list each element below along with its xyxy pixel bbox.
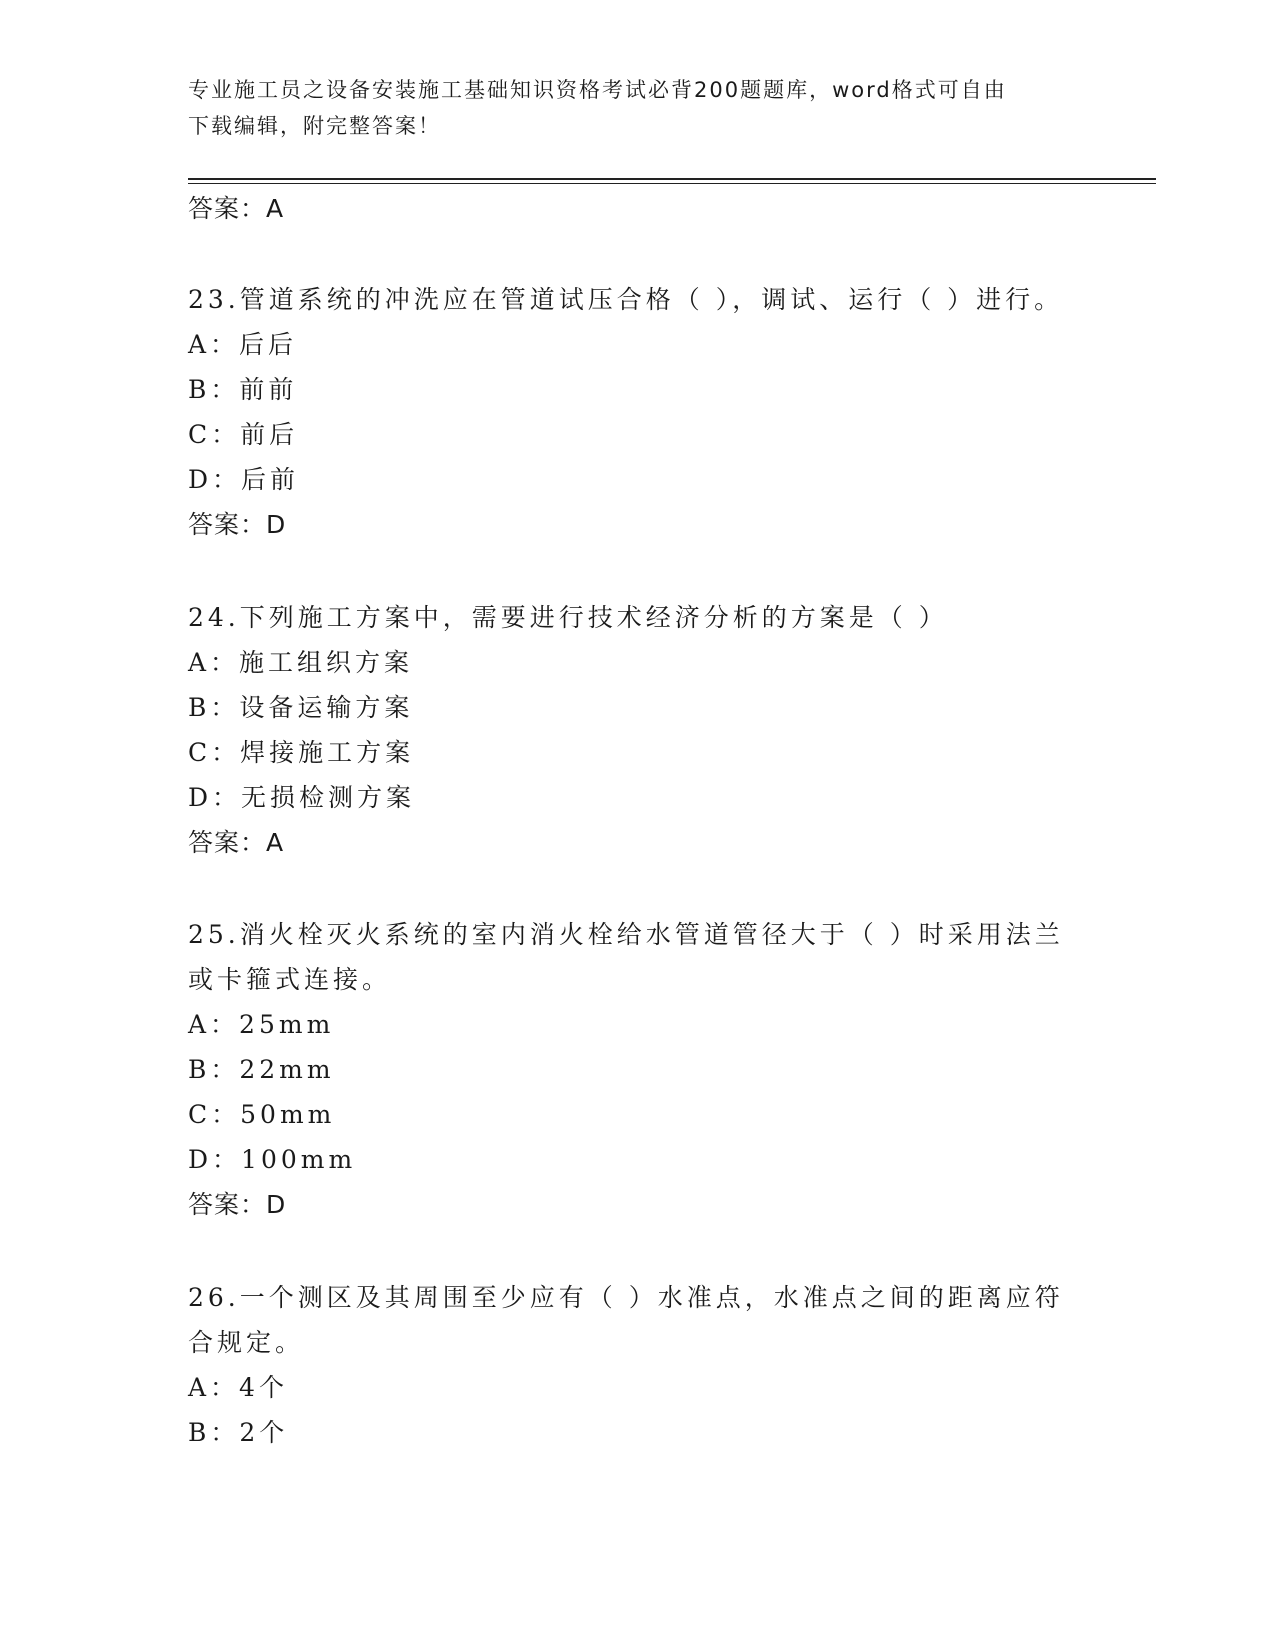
question-24-answer: 答案：A xyxy=(188,828,285,857)
header-line-2: 下载编辑，附完整答案！ xyxy=(188,114,441,138)
document-header xyxy=(188,72,1088,144)
question-23-answer: 答案：D xyxy=(188,510,287,539)
question-26-option-a: A：4个 xyxy=(188,1373,288,1402)
question-25-option-c: C：50mm xyxy=(188,1100,336,1129)
answer-prev: 答案：A xyxy=(188,194,285,223)
question-23-text: 23.管道系统的冲洗应在管道试压合格（ ），调试、运行（ ）进行。 xyxy=(188,285,1064,314)
question-24-option-b: B：设备运输方案 xyxy=(188,693,414,722)
question-23-option-c: C：前后 xyxy=(188,420,299,449)
question-26-text-line-1: 26.一个测区及其周围至少应有（ ）水准点，水准点之间的距离应符 xyxy=(188,1283,1064,1312)
question-25-answer: 答案：D xyxy=(188,1190,287,1219)
question-23-option-b: B：前前 xyxy=(188,375,298,404)
question-26-option-b: B：2个 xyxy=(188,1418,289,1447)
header-rule-thick xyxy=(188,178,1156,180)
question-25-option-b: B：22mm xyxy=(188,1055,335,1084)
question-24-option-c: C：焊接施工方案 xyxy=(188,738,415,767)
header-rule-thin xyxy=(188,183,1156,184)
question-24-text: 24.下列施工方案中，需要进行技术经济分析的方案是（ ） xyxy=(188,603,948,632)
question-25-text-line-2: 或卡箍式连接。 xyxy=(188,965,392,994)
header-line-1: 专业施工员之设备安装施工基础知识资格考试必背200题题库，word格式可自由 xyxy=(188,78,1007,102)
question-25-option-a: A：25mm xyxy=(188,1010,335,1039)
question-25-text-line-1: 25.消火栓灭火系统的室内消火栓给水管道管径大于（ ）时采用法兰 xyxy=(188,920,1064,949)
question-23-option-a: A：后后 xyxy=(188,330,298,359)
question-26-text-line-2: 合规定。 xyxy=(188,1328,305,1357)
question-24-option-d: D：无损检测方案 xyxy=(188,783,416,812)
question-24-option-a: A：施工组织方案 xyxy=(188,648,414,677)
question-25-option-d: D：100mm xyxy=(188,1145,357,1174)
question-23-option-d: D：后前 xyxy=(188,465,300,494)
